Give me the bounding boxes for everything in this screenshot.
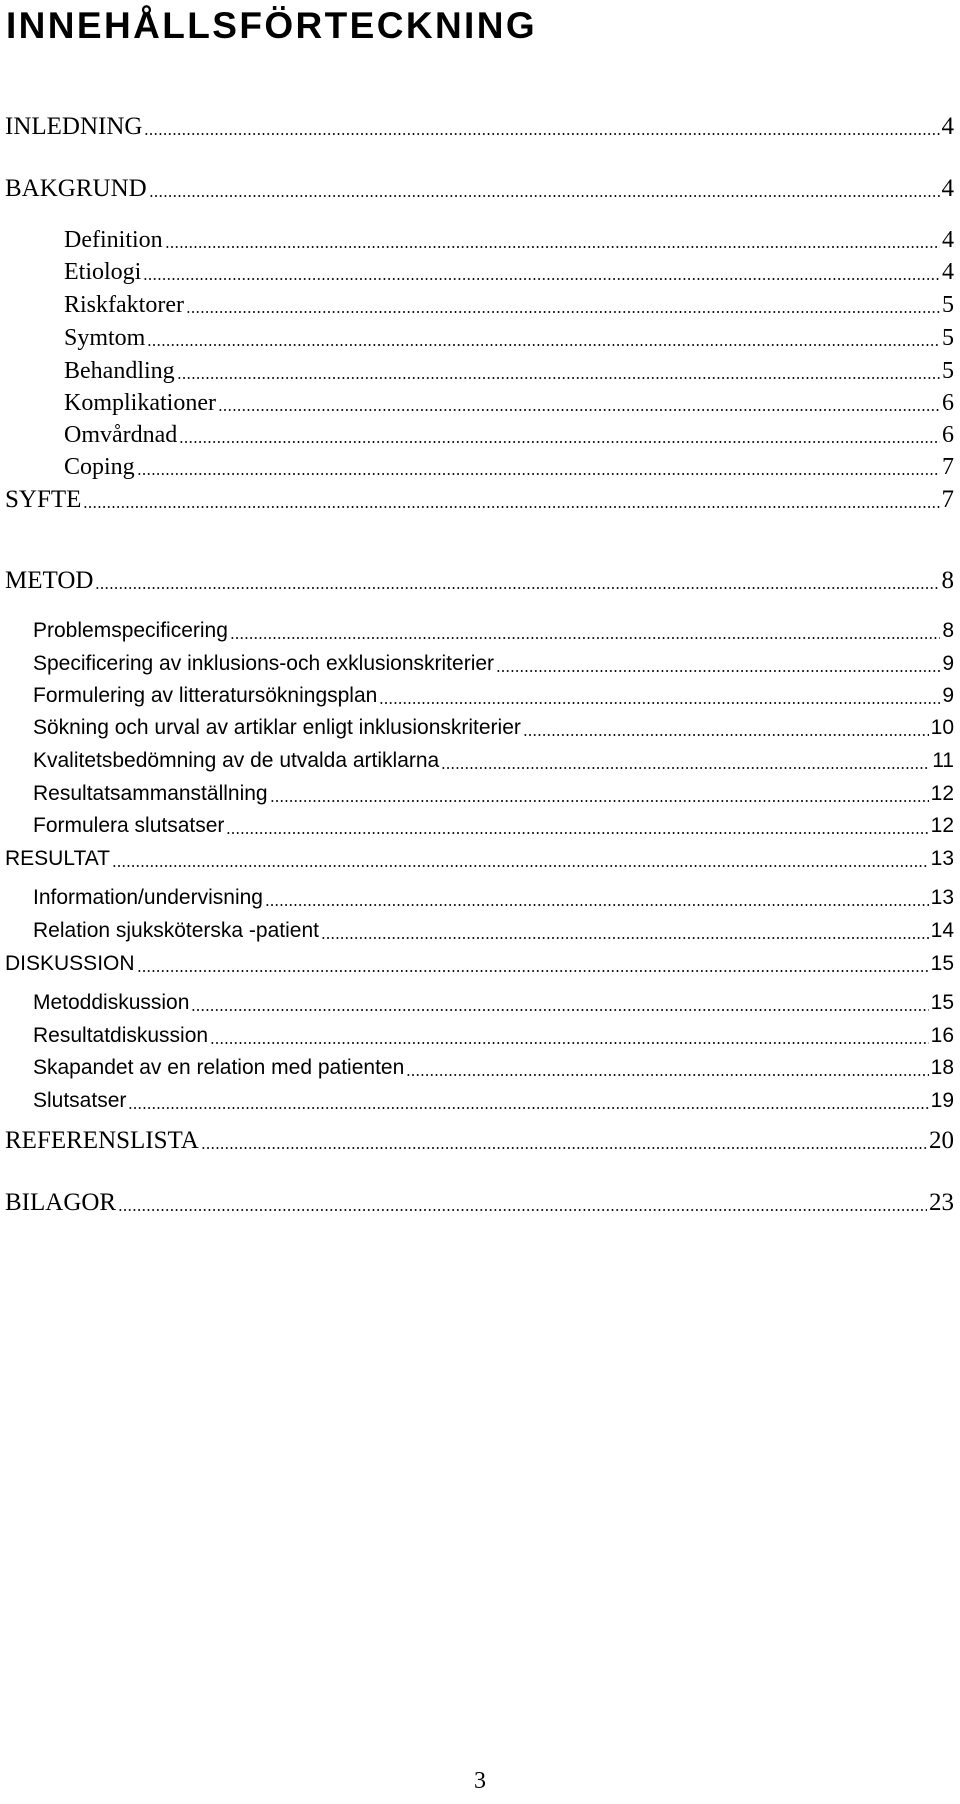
toc-entry-label: Etiologi <box>64 259 142 285</box>
dot-leader <box>137 473 940 475</box>
toc-entry-page: 11 <box>932 749 954 772</box>
toc-entry-page: 6 <box>942 390 954 416</box>
dot-leader <box>201 1147 927 1149</box>
dot-leader <box>137 970 929 972</box>
toc-entry-page: 6 <box>942 422 954 448</box>
toc-entry-page: 7 <box>942 454 954 480</box>
dot-leader <box>128 1107 928 1109</box>
toc-entry-page: 4 <box>941 175 954 202</box>
dot-leader <box>406 1074 928 1076</box>
dot-leader <box>210 1042 929 1044</box>
dot-leader <box>143 278 940 280</box>
toc-entry-page: 14 <box>930 919 954 942</box>
toc-entry-label: DISKUSSION <box>5 952 135 975</box>
page-title: INNEHÅLLSFÖRTECKNING <box>6 5 538 46</box>
toc-entry-page: 4 <box>942 227 954 253</box>
toc-entry-resultatsammanstallning[interactable] <box>33 779 954 809</box>
toc-entry-page: 15 <box>930 952 954 975</box>
toc-entry-label: Specificering av inklusions-och exklusionskriterier <box>33 652 495 675</box>
toc-entry-inledning[interactable] <box>5 112 954 142</box>
dot-leader <box>186 311 940 313</box>
toc-entry-label: Komplikationer <box>64 390 216 416</box>
dot-leader <box>523 734 929 736</box>
toc-entry-label: BAKGRUND <box>5 175 147 202</box>
toc-entry-label: Slutsatser <box>33 1089 127 1112</box>
toc-entry-symtom[interactable] <box>64 323 954 353</box>
toc-entry-page: 13 <box>930 847 954 870</box>
toc-entry-page: 19 <box>930 1089 954 1112</box>
toc-entry-label: Symtom <box>64 325 146 351</box>
toc-entry-problemspecificering[interactable] <box>33 616 954 646</box>
toc-entry-label: Relation sjuksköterska -patient <box>33 919 319 942</box>
dot-leader <box>218 409 940 411</box>
toc-entry-page: 18 <box>930 1056 954 1079</box>
toc-entry-page: 13 <box>930 886 954 909</box>
toc-entry-page: 12 <box>930 782 954 805</box>
toc-entry-page: 10 <box>930 716 954 739</box>
toc-entry-page: 12 <box>930 814 954 837</box>
toc-entry-etiologi[interactable] <box>64 257 954 287</box>
toc-entry-label: Formulering av litteratursökningsplan <box>33 684 378 707</box>
dot-leader <box>270 800 929 802</box>
toc-entry-label: RESULTAT <box>5 847 111 870</box>
dot-leader <box>177 377 940 379</box>
toc-entry-label: Formulera slutsatser <box>33 814 225 837</box>
toc-entry-slutsatser[interactable] <box>33 1086 954 1116</box>
toc-entry-page: 16 <box>930 1024 954 1047</box>
toc-entry-label: Omvårdnad <box>64 422 178 448</box>
toc-entry-komplikationer[interactable] <box>64 388 954 418</box>
dot-leader <box>441 767 930 769</box>
dot-leader <box>165 246 940 248</box>
toc-entry-definition[interactable] <box>64 225 954 255</box>
toc-entry-label: Riskfaktorer <box>64 292 184 318</box>
toc-entry-bilagor[interactable] <box>5 1188 954 1218</box>
toc-entry-label: Skapandet av en relation med patienten <box>33 1056 405 1079</box>
toc-entry-label: Resultatdiskussion <box>33 1024 209 1047</box>
dot-leader <box>83 506 939 508</box>
toc-entry-syfte[interactable] <box>5 485 954 515</box>
toc-entry-label: REFERENSLISTA <box>5 1127 199 1154</box>
toc-entry-page: 8 <box>941 567 954 594</box>
toc-entry-label: Definition <box>64 227 163 253</box>
toc-entry-resultatdiskussion[interactable] <box>33 1021 954 1051</box>
toc-entry-referenslista[interactable] <box>5 1126 954 1156</box>
toc-entry-page: 5 <box>942 325 954 351</box>
toc-entry-page: 9 <box>942 652 954 675</box>
dot-leader <box>226 832 928 834</box>
toc-entry-label: INLEDNING <box>5 113 143 140</box>
toc-entry-skapandet[interactable] <box>33 1053 954 1083</box>
toc-entry-omvardnad[interactable] <box>64 420 954 450</box>
toc-entry-label: SYFTE <box>5 486 82 513</box>
toc-entry-information[interactable] <box>33 883 954 913</box>
dot-leader <box>144 133 939 135</box>
toc-entry-page: 4 <box>941 113 954 140</box>
toc-entry-kvalitetsbedomning[interactable] <box>33 746 954 776</box>
dot-leader <box>496 670 940 672</box>
toc-entry-specificering[interactable] <box>33 649 954 679</box>
toc-entry-page: 4 <box>942 259 954 285</box>
toc-entry-page: 23 <box>929 1189 954 1216</box>
toc-entry-sokning[interactable] <box>33 713 954 743</box>
toc-entry-diskussion[interactable] <box>5 949 954 979</box>
toc-entry-page: 20 <box>929 1127 954 1154</box>
page-number: 3 <box>474 1768 486 1794</box>
toc-entry-label: Behandling <box>64 358 175 384</box>
toc-entry-metod[interactable] <box>5 566 954 596</box>
dot-leader <box>179 441 940 443</box>
toc-entry-page: 5 <box>942 292 954 318</box>
toc-entry-label: Problemspecificering <box>33 619 228 642</box>
dot-leader <box>230 637 940 639</box>
toc-entry-formulera-slutsatser[interactable] <box>33 811 954 841</box>
toc-entry-page: 8 <box>942 619 954 642</box>
toc-entry-label: Information/undervisning <box>33 886 263 909</box>
dot-leader <box>379 702 940 704</box>
dot-leader <box>112 865 929 867</box>
dot-leader <box>147 344 940 346</box>
toc-entry-label: BILAGOR <box>5 1189 117 1216</box>
dot-leader <box>118 1209 927 1211</box>
toc-entry-label: Metoddiskussion <box>33 991 190 1014</box>
toc-entry-page: 9 <box>942 684 954 707</box>
toc-entry-page: 15 <box>930 991 954 1014</box>
toc-entry-resultat[interactable] <box>5 844 954 874</box>
toc-entry-formulering[interactable] <box>33 681 954 711</box>
dot-leader <box>149 195 940 197</box>
toc-entry-label: METOD <box>5 567 94 594</box>
toc-entry-coping[interactable] <box>64 452 954 482</box>
toc-entry-behandling[interactable] <box>64 356 954 386</box>
toc-entry-label: Sökning och urval av artiklar enligt inklusionskriterier <box>33 716 521 739</box>
toc-entry-label: Kvalitetsbedömning av de utvalda artiklarna <box>33 749 440 772</box>
toc-entry-bakgrund[interactable] <box>5 174 954 204</box>
toc-entry-page: 5 <box>942 358 954 384</box>
dot-leader <box>95 587 939 589</box>
dot-leader <box>191 1009 928 1011</box>
toc-entry-metoddiskussion[interactable] <box>33 988 954 1018</box>
toc-entry-relation[interactable] <box>33 916 954 946</box>
dot-leader <box>265 904 929 906</box>
toc-entry-label: Coping <box>64 454 135 480</box>
dot-leader <box>321 937 929 939</box>
toc-entry-label: Resultatsammanställning <box>33 782 268 805</box>
toc-entry-riskfaktorer[interactable] <box>64 290 954 320</box>
toc-entry-page: 7 <box>941 486 954 513</box>
